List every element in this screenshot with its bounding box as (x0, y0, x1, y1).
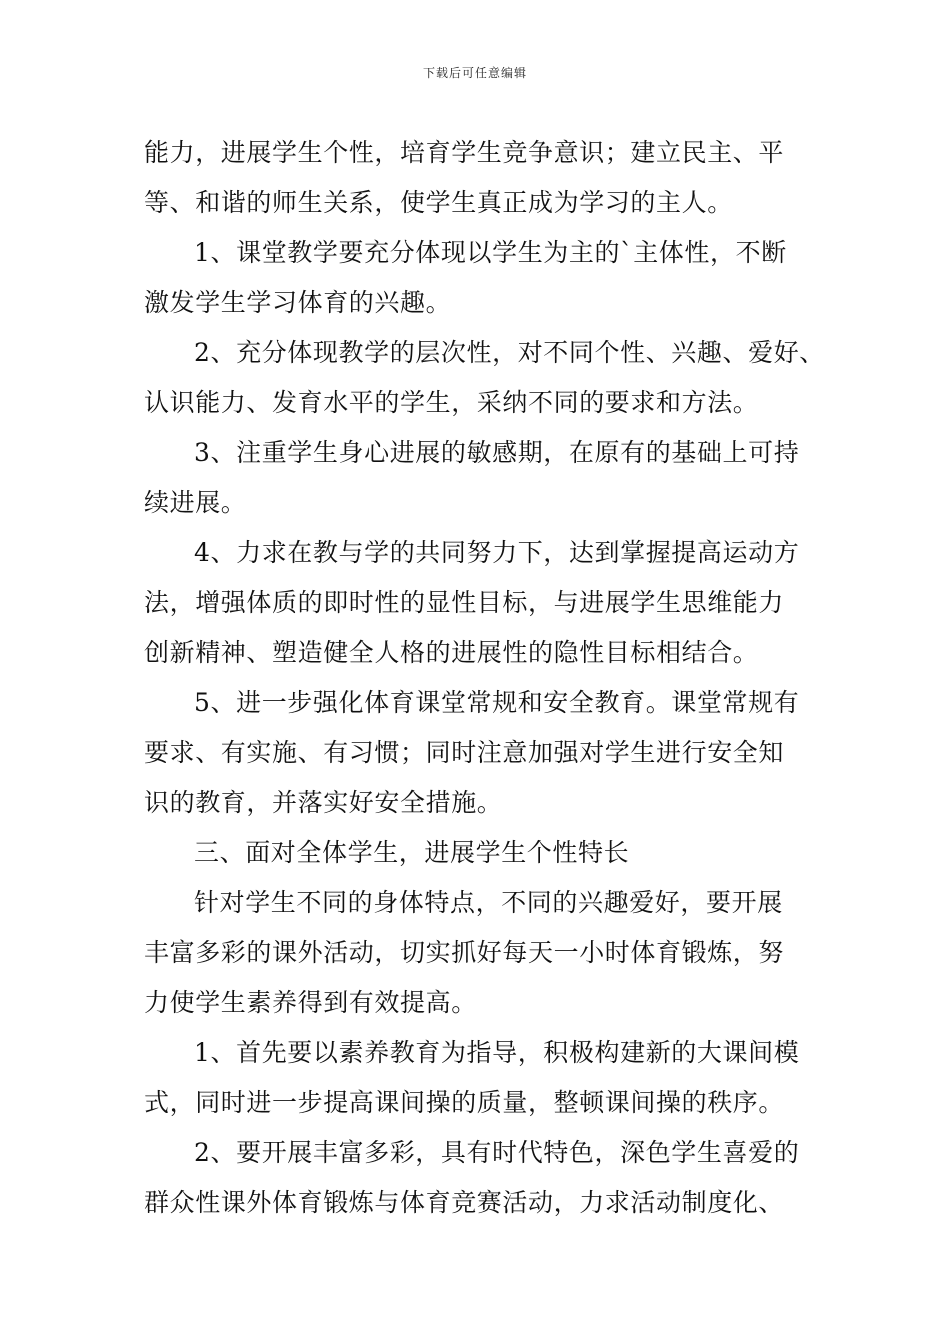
text-line: 力使学生素养得到有效提高。 (144, 988, 477, 1017)
text-line: 1、课堂教学要充分体现以学生为主的`主体性，不断 (194, 238, 787, 267)
text-line: 续进展。 (144, 488, 247, 517)
text-line: 4、力求在教与学的共同努力下，达到掌握提高运动方 (194, 538, 800, 567)
text-line: 针对学生不同的身体特点，不同的兴趣爱好，要开展 (194, 888, 783, 917)
text-line: 认识能力、发育水平的学生，采纳不同的要求和方法。 (144, 388, 759, 417)
text-line: 式，同时进一步提高课间操的质量，整顿课间操的秩序。 (144, 1088, 785, 1117)
text-line: 创新精神、塑造健全人格的进展性的隐性目标相结合。 (144, 638, 759, 667)
text-line: 等、和谐的师生关系，使学生真正成为学习的主人。 (144, 188, 733, 217)
text-line: 2、要开展丰富多彩，具有时代特色，深色学生喜爱的 (194, 1138, 800, 1167)
text-line: 群众性课外体育锻炼与体育竞赛活动，力求活动制度化、 (144, 1188, 785, 1217)
text-line: 丰富多彩的课外活动，切实抓好每天一小时体育锻炼，努 (144, 938, 785, 967)
section-heading: 三、面对全体学生，进展学生个性特长 (194, 838, 630, 867)
text-line: 要求、有实施、有习惯；同时注意加强对学生进行安全知 (144, 738, 785, 767)
text-line: 激发学生学习体育的兴趣。 (144, 288, 452, 317)
text-line: 5、进一步强化体育课堂常规和安全教育。课堂常规有 (194, 688, 800, 717)
text-line: 能力，进展学生个性，培育学生竞争意识；建立民主、平 (144, 138, 785, 167)
text-line: 2、充分体现教学的层次性，对不同个性、兴趣、爱好、 (194, 338, 825, 367)
text-line: 1、首先要以素养教育为指导，积极构建新的大课间模 (194, 1038, 800, 1067)
document-body (144, 128, 825, 1228)
page-header: 下载后可任意编辑 (422, 66, 527, 80)
text-line: 法，增强体质的即时性的显性目标，与进展学生思维能力 (144, 588, 785, 617)
text-line: 3、注重学生身心进展的敏感期，在原有的基础上可持 (194, 438, 800, 467)
text-line: 识的教育，并落实好安全措施。 (144, 788, 503, 817)
